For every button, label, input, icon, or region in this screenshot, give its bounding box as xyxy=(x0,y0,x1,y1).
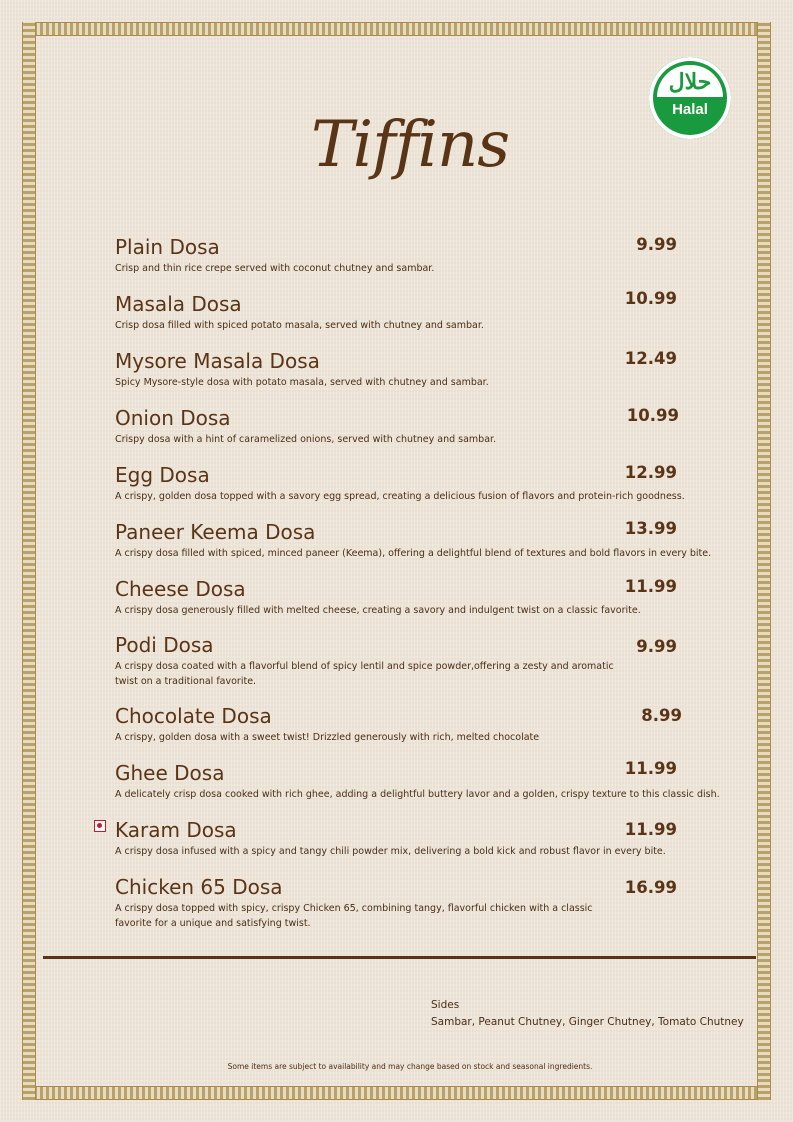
page-title: Tiffins xyxy=(310,108,510,182)
item-price: 11.99 xyxy=(624,577,677,596)
item-name: Paneer Keema Dosa xyxy=(115,520,316,544)
item-price: 13.99 xyxy=(624,519,677,538)
border-top xyxy=(22,22,771,36)
item-name: Mysore Masala Dosa xyxy=(115,349,320,373)
halal-badge-word: Halal xyxy=(672,101,708,118)
border-bottom xyxy=(22,1086,771,1100)
item-description: A crispy dosa infused with a spicy and tangy chili powder mix, delivering a bold kick and robust flavor in every bite. xyxy=(115,846,666,857)
item-description: A crispy dosa filled with spiced, minced paneer (Keema), offering a delightful blend of textures and bold flavors in every bite. xyxy=(115,548,712,559)
footnote: Some items are subject to availability and may change based on stock and seasonal ingredients. xyxy=(227,1062,593,1071)
border-right xyxy=(757,22,771,1100)
divider xyxy=(43,956,756,959)
menu-item xyxy=(115,875,605,931)
spicy-indicator-icon xyxy=(94,820,106,832)
item-name: Karam Dosa xyxy=(115,818,237,842)
item-price: 12.49 xyxy=(624,349,677,368)
item-description: Crisp dosa filled with spiced potato masala, served with chutney and sambar. xyxy=(115,320,484,331)
border-left xyxy=(22,22,36,1100)
item-price: 9.99 xyxy=(636,235,677,254)
item-description: Crisp and thin rice crepe served with coconut chutney and sambar. xyxy=(115,263,435,274)
item-price: 11.99 xyxy=(624,759,677,778)
item-price: 12.99 xyxy=(624,463,677,482)
item-name: Onion Dosa xyxy=(115,406,231,430)
item-name: Chicken 65 Dosa xyxy=(115,875,283,899)
sides-list: Sambar, Peanut Chutney, Ginger Chutney, Tomato Chutney xyxy=(431,1016,744,1028)
item-name: Egg Dosa xyxy=(115,463,210,487)
item-description: A crispy dosa generously filled with melted cheese, creating a savory and indulgent twist on a classic favorite. xyxy=(115,605,641,616)
item-price: 16.99 xyxy=(624,878,677,897)
halal-badge-arabic: حلال xyxy=(657,65,723,97)
item-name: Ghee Dosa xyxy=(115,761,225,785)
item-price: 10.99 xyxy=(626,406,679,425)
item-description: A crispy, golden dosa topped with a savory egg spread, creating a delicious fusion of flavors and protein-rich goodness. xyxy=(115,491,685,502)
sides-label: Sides xyxy=(431,999,460,1011)
item-name: Podi Dosa xyxy=(115,633,214,657)
item-description: A crispy dosa topped with spicy, crispy Chicken 65, combining tangy, flavorful chicken with a classic favorite for a unique and satisfying twist. xyxy=(115,903,593,929)
item-description: Crispy dosa with a hint of caramelized onions, served with chutney and sambar. xyxy=(115,434,497,445)
item-name: Plain Dosa xyxy=(115,235,220,259)
menu-item xyxy=(115,633,620,689)
halal-badge xyxy=(649,57,731,139)
item-name: Masala Dosa xyxy=(115,292,242,316)
item-description: A delicately crisp dosa cooked with rich ghee, adding a delightful buttery lavor and a golden, crispy texture to this classic dish. xyxy=(115,789,720,800)
item-name: Chocolate Dosa xyxy=(115,704,272,728)
item-description: A crispy dosa coated with a flavorful blend of spicy lentil and spice powder,offering a zesty and aromatic twist on a traditional favorite. xyxy=(115,661,614,687)
item-description: Spicy Mysore-style dosa with potato masala, served with chutney and sambar. xyxy=(115,377,489,388)
item-name: Cheese Dosa xyxy=(115,577,246,601)
item-price: 11.99 xyxy=(624,820,677,839)
item-price: 10.99 xyxy=(624,289,677,308)
item-description: A crispy, golden dosa with a sweet twist! Drizzled generously with rich, melted chocolate xyxy=(115,732,540,743)
item-price: 9.99 xyxy=(636,637,677,656)
item-price: 8.99 xyxy=(641,706,682,725)
